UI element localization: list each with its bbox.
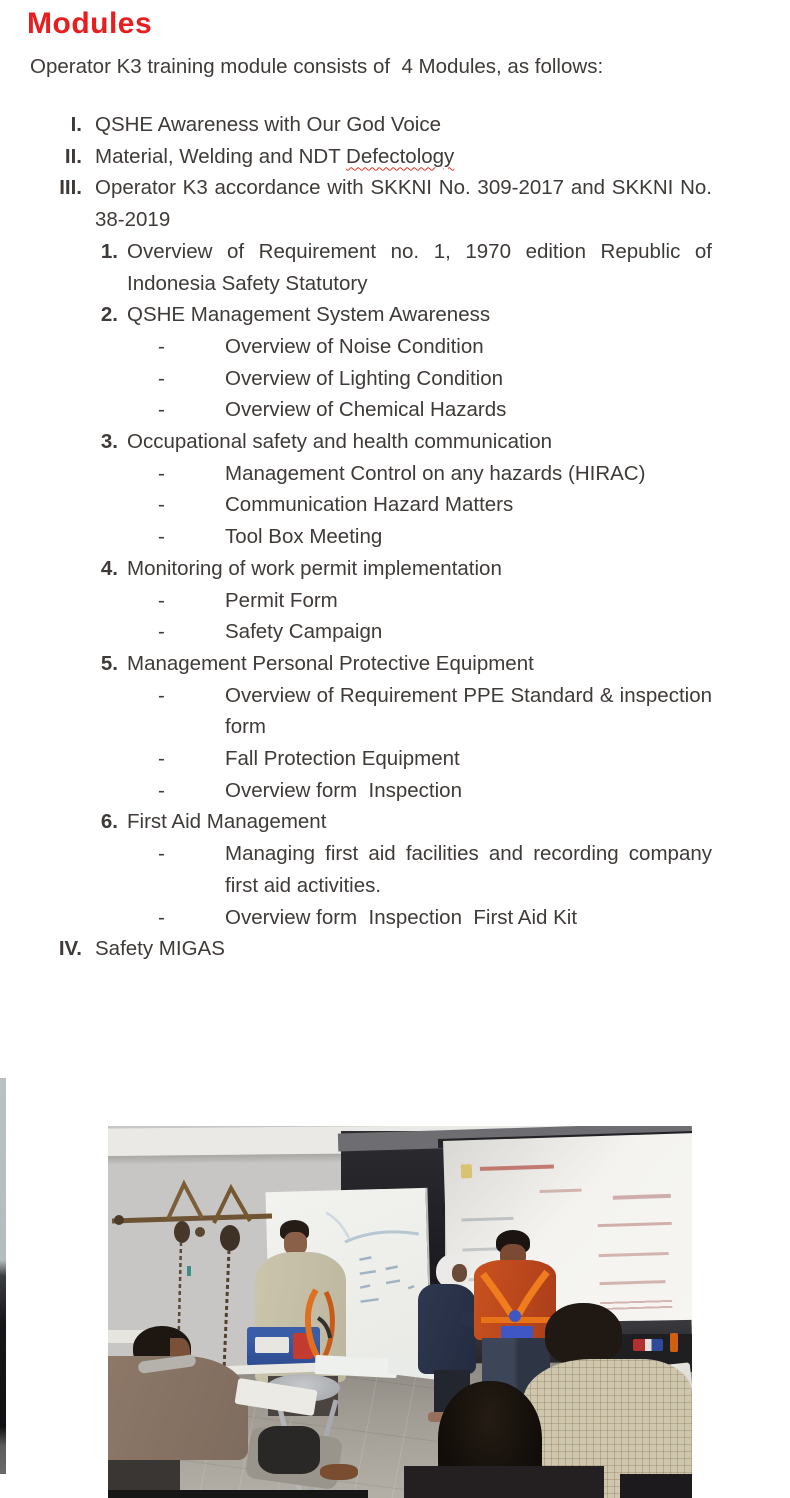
- submodule-text: QSHE Management System Awareness: [127, 303, 491, 327]
- left-edge-photo-sliver: [0, 1078, 6, 1474]
- dash-item-text: Overview of Requirement PPE Standard & inspection form: [225, 683, 724, 739]
- dash-bullet: -: [158, 334, 165, 358]
- module-numeral: III.: [59, 176, 82, 200]
- dash-bullet: -: [158, 842, 165, 866]
- submodule-item: [95, 806, 712, 838]
- submodule-text: First Aid Management: [127, 810, 327, 834]
- dash-item: [158, 458, 712, 490]
- document-body: [27, 6, 724, 965]
- dash-item-text: Tool Box Meeting: [225, 525, 383, 549]
- dash-bullet: -: [158, 493, 165, 517]
- slide-row-right-1: [598, 1222, 672, 1227]
- module-item: [30, 933, 682, 965]
- module-text: [95, 141, 712, 173]
- module-numeral: II.: [64, 144, 82, 168]
- module-text: [95, 109, 712, 141]
- dash-item: [158, 743, 712, 775]
- page-title: Modules: [27, 7, 153, 40]
- checkered-student-head: [545, 1303, 622, 1365]
- submodule-item: [95, 648, 712, 680]
- module-item: [30, 172, 724, 933]
- module-text: [95, 933, 712, 965]
- module-item: [30, 141, 682, 173]
- submodule-text: Overview of Requirement no. 1, 1970 edition Republic of Indonesia Safety Statutory: [127, 239, 718, 295]
- submodule-text: Occupational safety and health communication: [127, 430, 553, 454]
- dash-item-text: Permit Form: [225, 588, 338, 612]
- bottom-dark-band: [108, 1490, 368, 1498]
- slide-row-right-2: [599, 1252, 669, 1257]
- module-body: [95, 141, 712, 173]
- dash-bullet: -: [158, 747, 165, 771]
- dash-item: [158, 775, 712, 807]
- dash-item-text: Overview of Lighting Condition: [225, 366, 504, 390]
- dash-item-text: Fall Protection Equipment: [225, 747, 460, 771]
- student-shirt: [108, 1356, 248, 1460]
- dash-bullet: -: [158, 461, 165, 485]
- dash-bullet: -: [158, 620, 165, 644]
- submodule-number: 2.: [100, 303, 118, 327]
- hijab-trainer-body: [418, 1284, 476, 1374]
- submodule-text: Management Personal Protective Equipment: [127, 651, 534, 675]
- slide-header-line-1: [540, 1189, 582, 1193]
- dash-bullet: -: [158, 905, 165, 929]
- module-text: [95, 172, 718, 235]
- intro-paragraph: Operator K3 training module consists of 4 Modules, as follows:: [30, 55, 604, 78]
- dash-item: [158, 394, 712, 426]
- dash-item: [158, 331, 712, 363]
- dash-item-text: Management Control on any hazards (HIRAC): [225, 461, 646, 485]
- foreground-shoulder: [404, 1466, 604, 1498]
- submodule-number: 1.: [100, 239, 118, 263]
- dash-bullet: -: [158, 683, 165, 707]
- submodule-item: [95, 553, 712, 585]
- bottom-right-seatback: [620, 1474, 692, 1498]
- bag-under-chair: [258, 1426, 320, 1474]
- module-body: [95, 933, 712, 965]
- submodule-text: Monitoring of work permit implementation: [127, 556, 502, 580]
- slide-header-line-2: [613, 1194, 671, 1200]
- module-list: [30, 109, 724, 965]
- dash-item: [158, 489, 712, 521]
- slide-row-right-3: [600, 1280, 666, 1285]
- slide-title-line: [480, 1165, 554, 1171]
- dash-item: [158, 521, 712, 553]
- slide-row-right-4: [600, 1300, 672, 1310]
- dash-item-text: Safety Campaign: [225, 620, 383, 644]
- dash-item: [158, 363, 712, 395]
- dash-item-text: Communication Hazard Matters: [225, 493, 514, 517]
- module-text-span: Material, Welding and NDT: [95, 144, 347, 168]
- desk-item-box: [633, 1339, 663, 1351]
- dash-bullet: -: [158, 588, 165, 612]
- hijab-trainer-face: [452, 1264, 467, 1282]
- submodule-number: 4.: [100, 556, 118, 580]
- dash-item: [158, 902, 712, 934]
- module-item: [30, 109, 682, 141]
- module-text-span: QSHE Awareness with Our God Voice: [95, 113, 442, 136]
- submodule-number: 6.: [100, 810, 118, 834]
- desk-item-bottle: [670, 1333, 678, 1352]
- training-classroom-photo: [108, 1126, 692, 1498]
- module-text-span: Operator K3 accordance with SKKNI No. 309-2017 and SKKNI No. 38-2019: [95, 176, 718, 232]
- dash-item: [158, 585, 712, 617]
- submodule-item: [95, 236, 718, 299]
- kit-box-label: [255, 1337, 289, 1353]
- module-body: [95, 109, 712, 141]
- misspelled-word: Defectology: [346, 144, 455, 168]
- submodule-number: 5.: [100, 651, 118, 675]
- dash-item-text: Managing first aid facilities and recording company first aid activities.: [225, 842, 718, 897]
- module-body: [95, 172, 724, 933]
- dash-bullet: -: [158, 366, 165, 390]
- submodule-item: [95, 426, 712, 458]
- module-text-span: Safety MIGAS: [95, 937, 225, 961]
- dash-bullet: -: [158, 778, 165, 802]
- student-sandal: [320, 1464, 358, 1480]
- dash-bullet: -: [158, 525, 165, 549]
- submodule-number: 3.: [100, 430, 118, 454]
- dash-bullet: -: [158, 398, 165, 422]
- slide-row-left-1: [461, 1217, 513, 1222]
- dash-item-text: Overview of Noise Condition: [225, 334, 484, 358]
- module-numeral: I.: [70, 113, 82, 136]
- dash-item-text: Overview of Chemical Hazards: [225, 398, 507, 422]
- dash-item: [158, 680, 724, 743]
- dash-item-text: Overview form Inspection: [225, 778, 462, 802]
- module-numeral: IV.: [58, 937, 82, 961]
- dash-item-text: Overview form Inspection First Aid Kit: [225, 905, 578, 929]
- dash-item: [158, 616, 712, 648]
- slide-logo: [461, 1164, 472, 1178]
- dash-item: [158, 838, 718, 901]
- submodule-item: [95, 299, 712, 331]
